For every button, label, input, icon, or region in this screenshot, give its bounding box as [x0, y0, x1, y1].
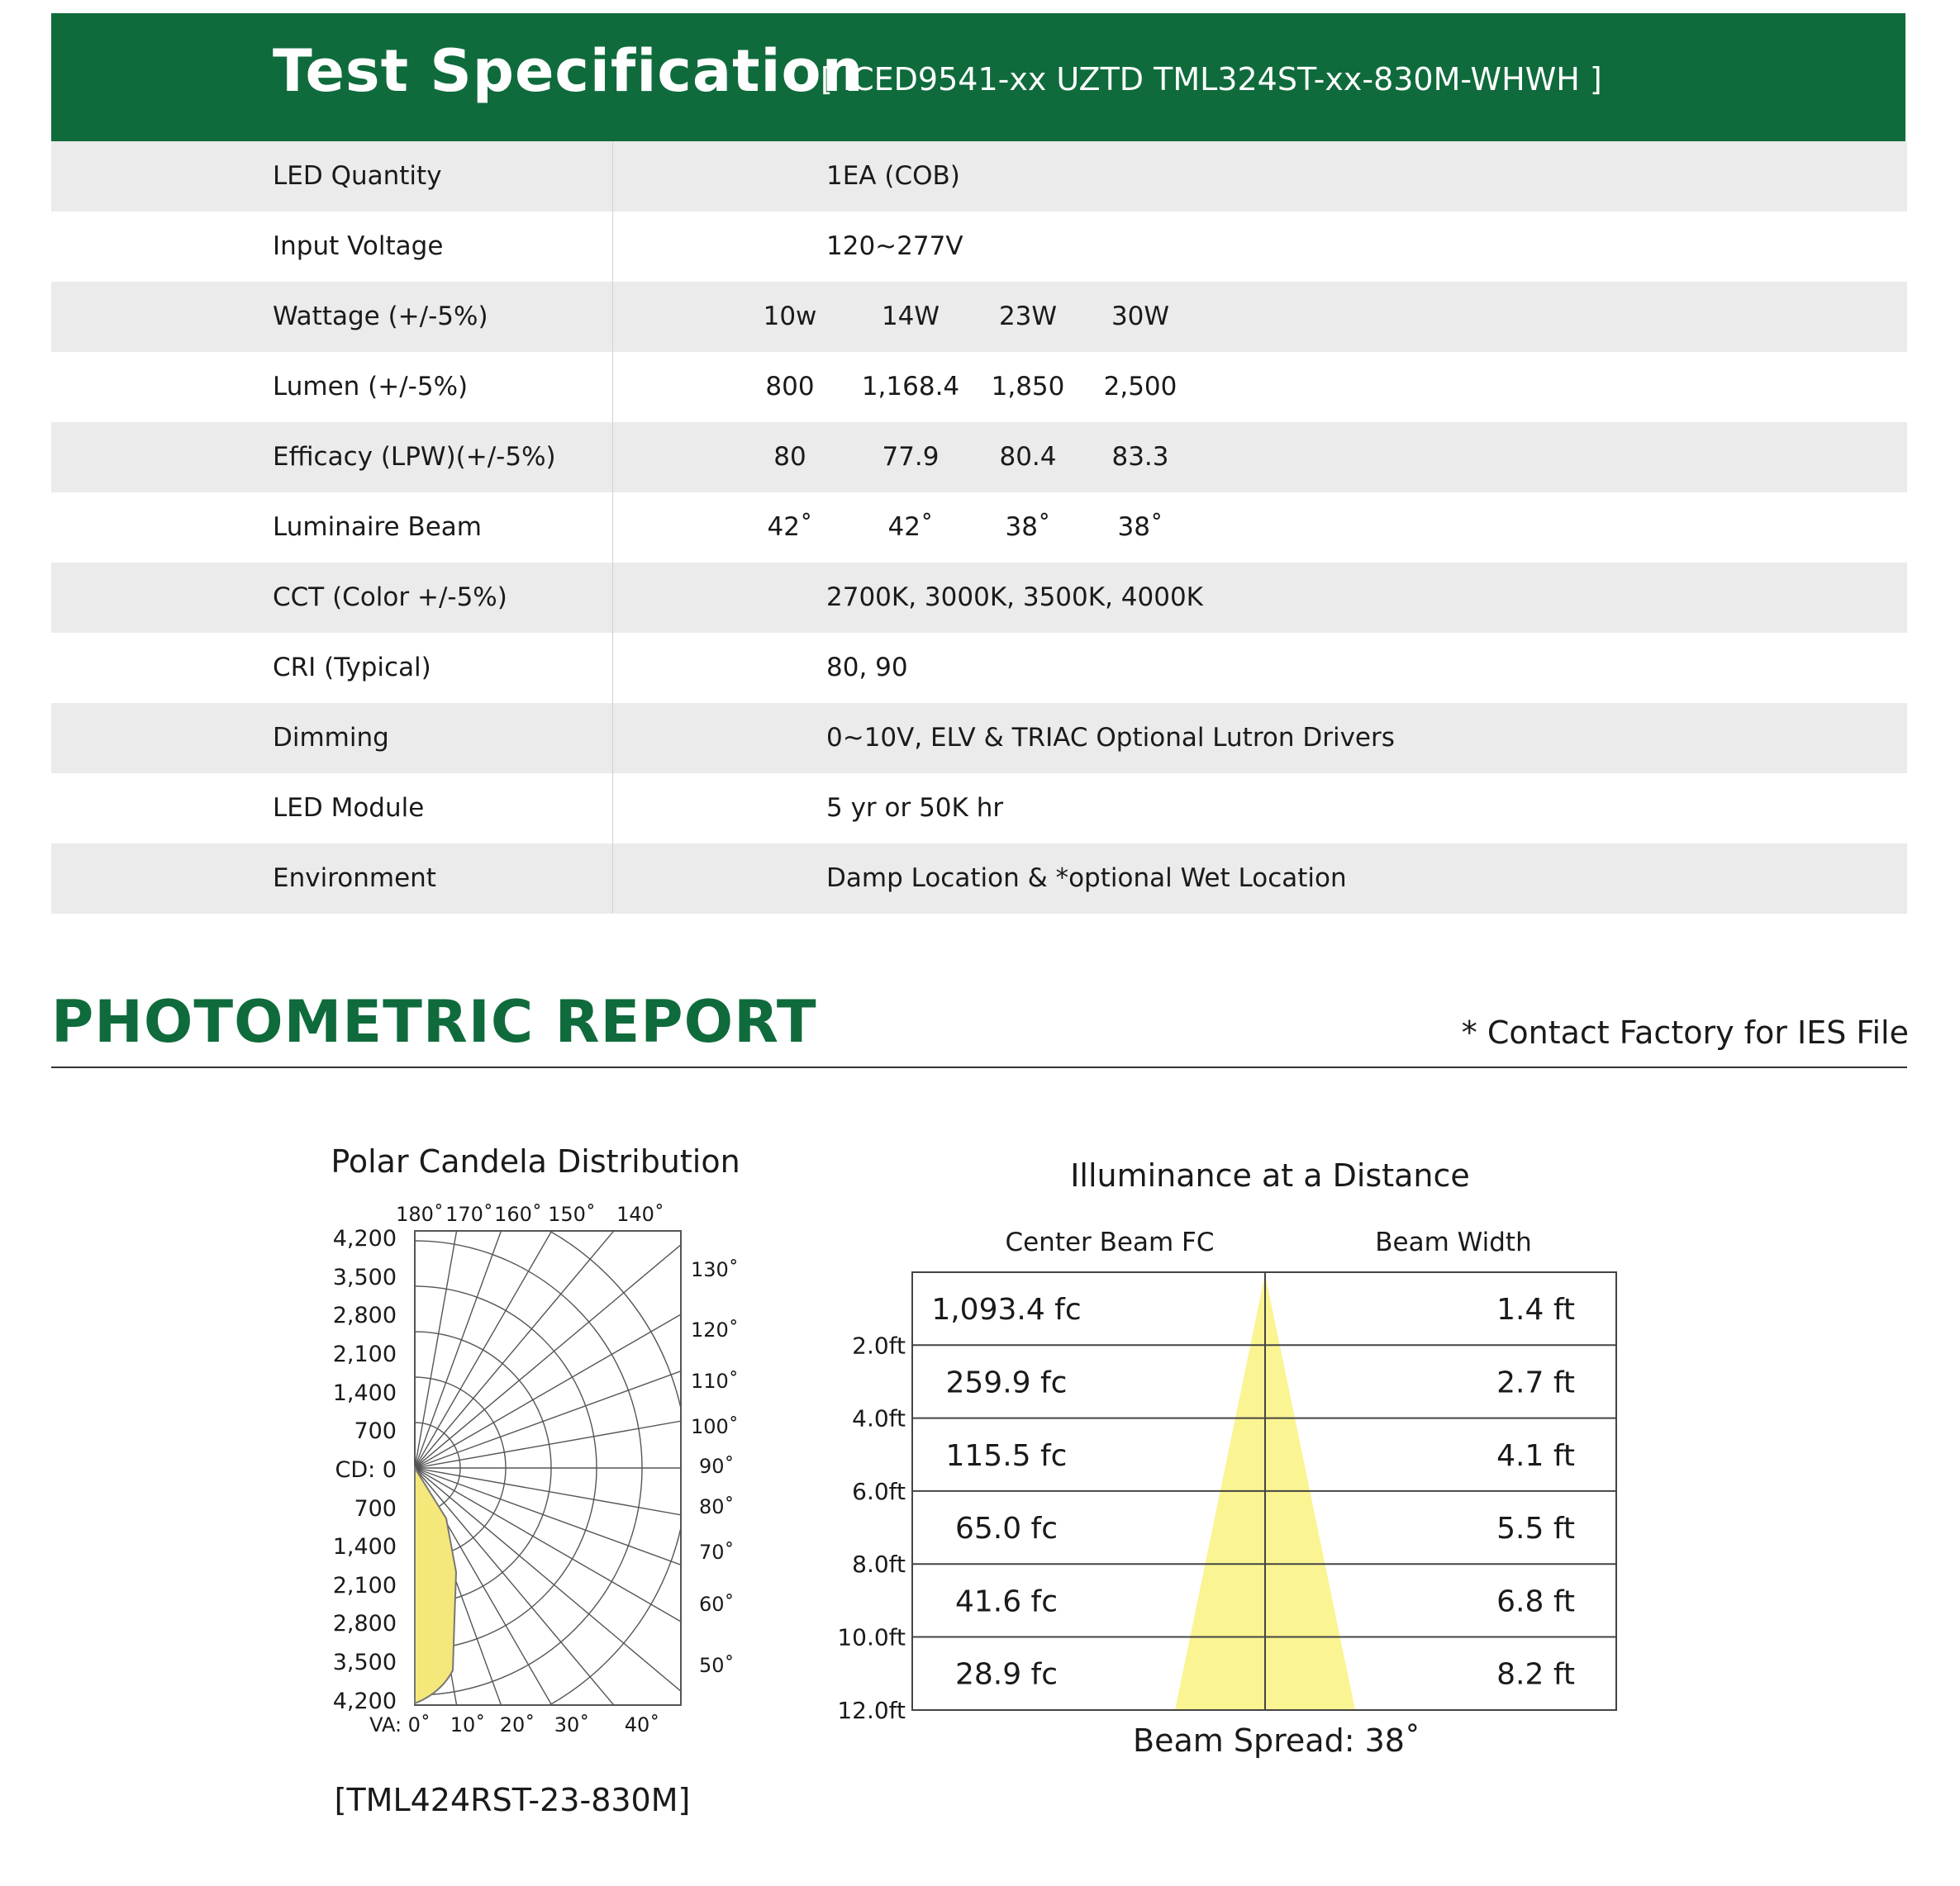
- spec-label: LED Module: [273, 793, 425, 823]
- spec-value-cell: 42˚: [767, 512, 813, 542]
- spec-label: Wattage (+/-5%): [273, 302, 488, 331]
- beam-width-header: Beam Width: [1375, 1228, 1532, 1257]
- spec-value-cell: 83.3: [1111, 442, 1169, 472]
- polar-cd-label: 2,100: [332, 1573, 397, 1599]
- spec-value-cell: 10w: [763, 302, 817, 331]
- spec-label: Input Voltage: [273, 231, 444, 261]
- photometric-title: PHOTOMETRIC REPORT: [51, 988, 817, 1056]
- spec-label: Luminaire Beam: [273, 512, 482, 542]
- spec-value-cell: 23W: [998, 302, 1058, 331]
- beam-width: 2.7 ft: [1496, 1366, 1575, 1400]
- spec-label: Lumen (+/-5%): [273, 372, 469, 401]
- beam-width: 5.5 ft: [1496, 1512, 1575, 1546]
- polar-cd-label: 700: [354, 1418, 397, 1444]
- spec-value-cell: 38˚: [1117, 512, 1163, 542]
- polar-bottom-angle: 30˚: [554, 1713, 590, 1736]
- spec-value-cell: 1,168.4: [861, 372, 960, 401]
- polar-caption: [TML424RST-23-830M]: [334, 1782, 691, 1818]
- spec-label: Environment: [273, 863, 436, 893]
- distance-label: 10.0ft: [837, 1623, 906, 1651]
- polar-title: Polar Candela Distribution: [331, 1143, 740, 1180]
- center-beam-fc: 65.0 fc: [954, 1512, 1058, 1546]
- polar-cd-label: 1,400: [332, 1534, 397, 1560]
- distance-label: 12.0ft: [837, 1696, 906, 1724]
- ies-note: * Contact Factory for IES File: [1461, 1014, 1909, 1051]
- spec-value-cell: 38˚: [1005, 512, 1051, 542]
- polar-cd-label: 3,500: [332, 1650, 397, 1675]
- spec-label: Dimming: [273, 723, 389, 753]
- candela-distribution-shape: [415, 1468, 456, 1703]
- spec-value: Damp Location & *optional Wet Location: [826, 863, 1347, 893]
- spec-value-cell: 2,500: [1103, 372, 1177, 401]
- spec-label: Efficacy (LPW)(+/-5%): [273, 442, 556, 472]
- polar-bottom-angle: 20˚: [499, 1713, 535, 1736]
- center-beam-fc: 41.6 fc: [954, 1584, 1058, 1619]
- polar-cd-label: 700: [354, 1496, 397, 1522]
- spec-label: CRI (Typical): [273, 653, 431, 682]
- beam-spread: Beam Spread: 38˚: [1133, 1722, 1420, 1759]
- polar-right-angle: 90˚: [699, 1455, 735, 1478]
- polar-top-angle: 180˚: [396, 1203, 444, 1226]
- polar-cd-label: 4,200: [332, 1226, 397, 1252]
- spec-value: 1EA (COB): [826, 161, 960, 191]
- polar-top-angle: 160˚: [494, 1203, 542, 1226]
- illuminance-chart: [837, 1157, 1616, 1759]
- polar-radial: [415, 899, 516, 1468]
- beam-width: 1.4 ft: [1496, 1293, 1575, 1328]
- spec-value-cell: 30W: [1111, 302, 1170, 331]
- page-title: Test Specification: [273, 37, 864, 105]
- model-number: [ ICED9541-xx UZTD TML324ST-xx-830M-WHWH ]: [821, 61, 1602, 97]
- polar-cd-label: 2,800: [332, 1611, 397, 1637]
- center-beam-fc: 1,093.4 fc: [931, 1293, 1082, 1328]
- spec-value-cell: 80.4: [999, 442, 1057, 472]
- distance-label: 2.0ft: [852, 1332, 906, 1360]
- polar-right-angle: 60˚: [699, 1593, 735, 1616]
- polar-right-angle: 100˚: [691, 1415, 739, 1438]
- spec-value: 5 yr or 50K hr: [826, 793, 1004, 823]
- polar-candela-chart: [142, 890, 993, 1886]
- polar-cd-label: 2,100: [332, 1342, 397, 1367]
- polar-radial: [415, 1468, 787, 1886]
- center-beam-fc: 28.9 fc: [954, 1657, 1058, 1692]
- distance-label: 8.0ft: [852, 1551, 906, 1579]
- polar-top-angle: 150˚: [548, 1203, 596, 1226]
- distance-label: 4.0ft: [852, 1404, 906, 1432]
- spec-value: 2700K, 3000K, 3500K, 4000K: [826, 582, 1204, 612]
- spec-value-cell: 80: [773, 442, 806, 472]
- polar-right-angle: 70˚: [699, 1541, 735, 1564]
- polar-top-angle: 140˚: [616, 1203, 664, 1226]
- polar-bottom-angle: 10˚: [450, 1713, 486, 1736]
- polar-radial: [415, 1271, 959, 1468]
- spec-value: 0~10V, ELV & TRIAC Optional Lutron Drivers: [826, 723, 1395, 753]
- spec-label: LED Quantity: [273, 161, 442, 191]
- polar-grid: [142, 890, 993, 1886]
- polar-cd-label: 4,200: [332, 1689, 397, 1714]
- polar-radial: [415, 1025, 787, 1468]
- polar-labels: [333, 1203, 739, 1736]
- spec-value-cell: 77.9: [882, 442, 940, 472]
- spec-value-cell: 800: [765, 372, 815, 401]
- illuminance-title: Illuminance at a Distance: [1070, 1157, 1470, 1194]
- polar-radial: [415, 1468, 704, 1886]
- beam-width: 6.8 ft: [1496, 1584, 1575, 1619]
- polar-bottom-angle: VA: 0˚: [369, 1713, 431, 1736]
- polar-right-angle: 110˚: [691, 1370, 739, 1393]
- spec-label: CCT (Color +/-5%): [273, 582, 507, 612]
- polar-cd-label: 3,500: [332, 1265, 397, 1290]
- beam-width: 8.2 ft: [1496, 1657, 1575, 1692]
- polar-cd-label: CD: 0: [335, 1457, 397, 1483]
- distance-label: 6.0ft: [852, 1477, 906, 1505]
- center-beam-fc: 115.5 fc: [945, 1438, 1068, 1473]
- center-beam-fc: 259.9 fc: [945, 1366, 1068, 1400]
- spec-value: 120~277V: [826, 231, 963, 261]
- spec-value-cell: 14W: [881, 302, 940, 331]
- polar-radial: [415, 924, 612, 1468]
- spec-value-cell: 42˚: [887, 512, 934, 542]
- spec-value: 80, 90: [826, 653, 908, 682]
- beam-width: 4.1 ft: [1496, 1438, 1575, 1473]
- polar-right-angle: 120˚: [691, 1318, 739, 1342]
- polar-right-angle: 50˚: [699, 1654, 735, 1677]
- spec-value-cell: 1,850: [991, 372, 1065, 401]
- polar-right-angle: 80˚: [699, 1495, 735, 1518]
- polar-bottom-angle: 40˚: [624, 1713, 660, 1736]
- polar-cd-label: 2,800: [332, 1303, 397, 1328]
- center-beam-header: Center Beam FC: [1005, 1228, 1215, 1257]
- polar-top-angle: 170˚: [445, 1203, 493, 1226]
- polar-cd-label: 1,400: [332, 1380, 397, 1406]
- polar-right-angle: 130˚: [691, 1258, 739, 1281]
